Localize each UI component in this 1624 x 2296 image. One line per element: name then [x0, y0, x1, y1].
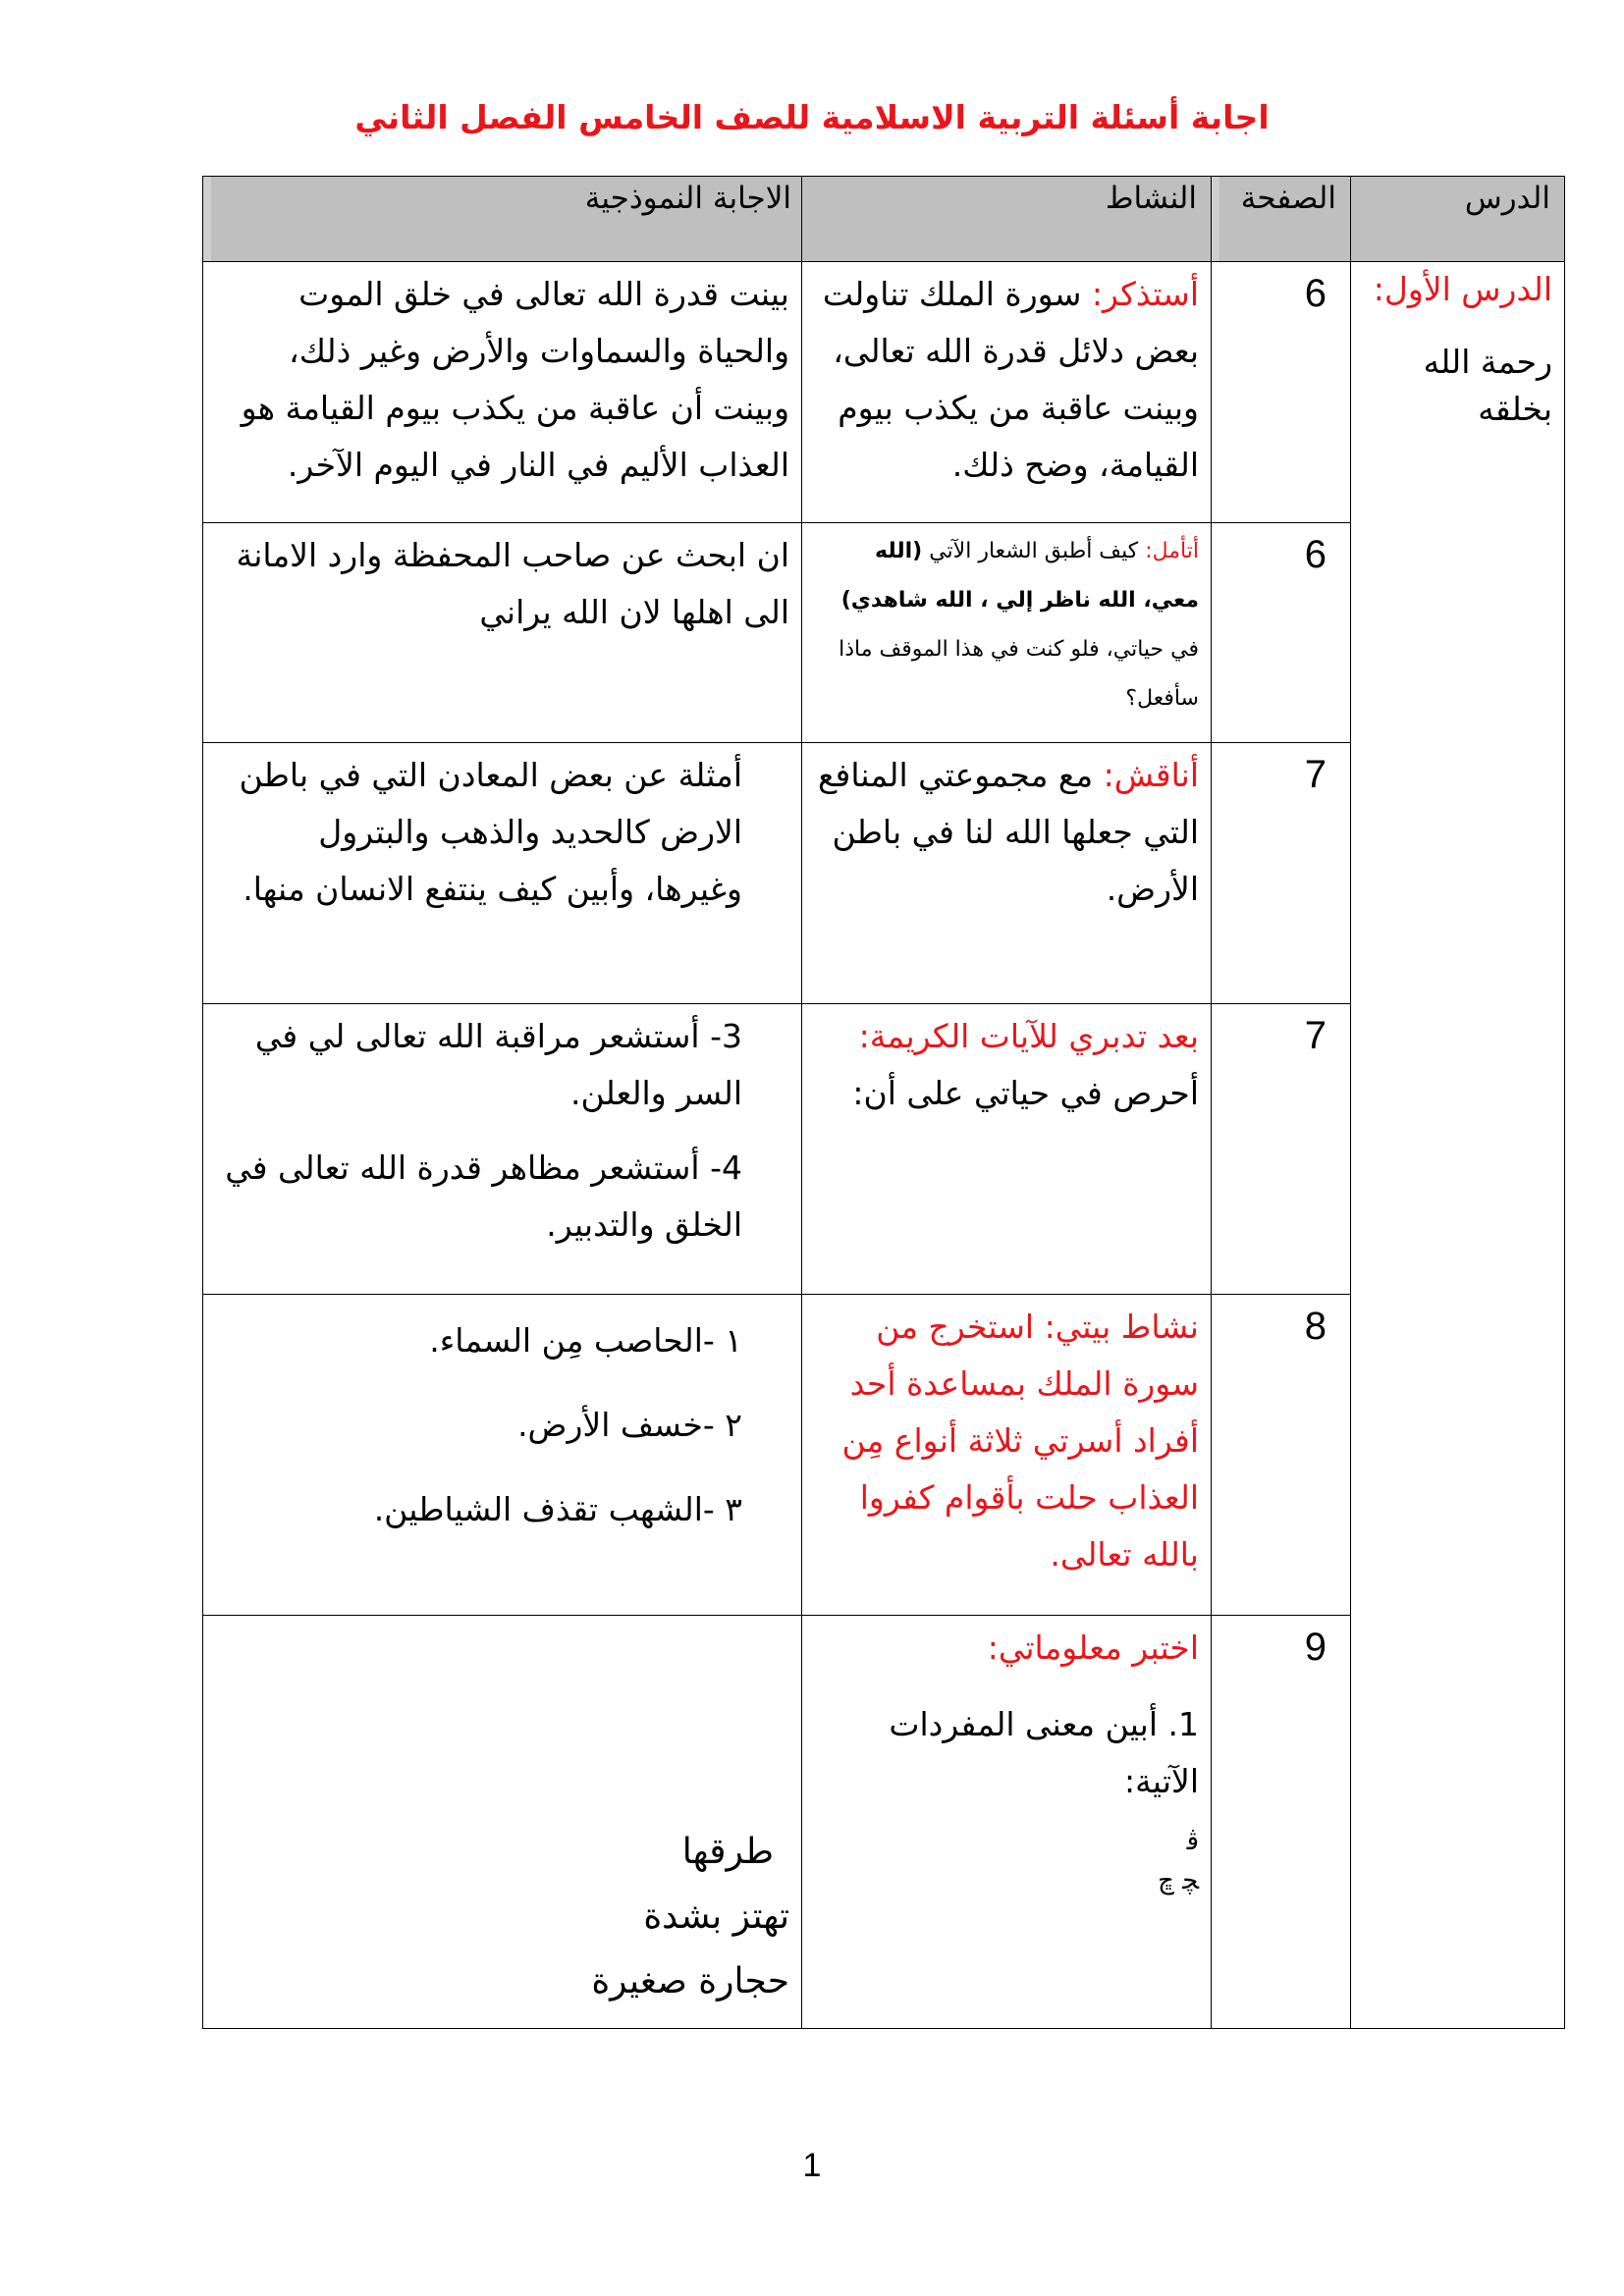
- activity-cell: [802, 1616, 1212, 2029]
- page-cell: 9: [1212, 1616, 1351, 2029]
- quran-word-glyph: ﭬ: [1186, 1827, 1199, 1856]
- activity-slogan: (الله معي، الله ناظر إلي ، الله شاهدي): [840, 539, 1199, 613]
- lesson-cell: [1351, 262, 1565, 2029]
- activity-label: أناقش:: [1103, 756, 1199, 794]
- quran-word-glyph: ﭽ ﭾ: [1158, 1866, 1199, 1896]
- activity-cell: [802, 743, 1212, 1004]
- header-page: الصفحة: [1212, 177, 1351, 262]
- answer-item: حجارة صغيرة: [591, 1961, 789, 2002]
- activity-cell: [802, 523, 1212, 743]
- header-activity: النشاط: [802, 177, 1212, 262]
- answer-cell: [203, 743, 802, 1004]
- activity-text: سورة الملك تناولت بعض دلائل قدرة الله تعالى، وبينت عاقبة من يكذب بيوم القيامة، وضح ذلك.: [822, 275, 1199, 484]
- lesson-title: الدرس الأول:: [1373, 270, 1552, 308]
- answer-item: 4- أستشعر مظاهر قدرة الله تعالى في الخلق والتدبير.: [225, 1148, 742, 1244]
- activity-cell: [802, 1004, 1212, 1295]
- header-lesson: الدرس: [1351, 177, 1565, 262]
- page-number: 1: [802, 2147, 822, 2184]
- page-cell: 7: [1212, 1004, 1351, 1295]
- activity-text: 1. أبين معنى المفردات الآتية:: [889, 1705, 1199, 1800]
- answer-text: أمثلة عن بعض المعادن التي في باطن الارض كالحديد والذهب والبترول وغيرها، وأبين كيف ينتفع الانسان منها.: [239, 756, 742, 908]
- answer-item: تهتز بشدة: [643, 1896, 789, 1937]
- page-cell: 6: [1212, 262, 1351, 523]
- activity-label: اختبر معلوماتي:: [987, 1629, 1199, 1667]
- activity-label: بعد تدبري للآيات الكريمة:: [858, 1017, 1199, 1055]
- answer-cell: [203, 1295, 802, 1616]
- activity-text-continued: في حياتي، فلو كنت في هذا الموقف ماذا سأفعل؟: [839, 637, 1199, 711]
- activity-label: أستذكر:: [1091, 275, 1199, 313]
- activity-cell: [802, 262, 1212, 523]
- activity-label: نشاط بيتي: استخرج من سورة الملك بمساعدة أحد أفراد أسرتي ثلاثة أنواع مِن العذاب حلت بأقوام كفروا بالله تعالى.: [841, 1308, 1199, 1574]
- table-row: [203, 262, 1565, 523]
- answer-item: ٢ -خسف الأرض.: [517, 1406, 742, 1444]
- answer-cell: [203, 1004, 802, 1295]
- document-title: اجابة أسئلة التربية الاسلامية للصف الخامس الفصل الثاني: [354, 98, 1270, 136]
- answer-item: 3- أستشعر مراقبة الله تعالى لي في السر والعلن.: [254, 1017, 742, 1112]
- table-header-row: [203, 177, 1565, 262]
- page-cell: 7: [1212, 743, 1351, 1004]
- answer-text: بينت قدرة الله تعالى في خلق الموت والحياة والسماوات والأرض وغير ذلك، وبينت أن عاقبة من يكذب بيوم القيامة هو العذاب الأليم في النار في اليوم الآخر.: [241, 275, 789, 484]
- activity-text: مع مجموعتي المنافع التي جعلها الله لنا في باطن الأرض.: [817, 756, 1199, 908]
- header-answer: الاجابة النموذجية: [203, 177, 802, 262]
- activity-text: أحرص في حياتي على أن:: [852, 1074, 1199, 1112]
- page-cell: 6: [1212, 523, 1351, 743]
- answer-item: ١ -الحاصب مِن السماء.: [429, 1321, 742, 1360]
- answer-item: ٣ -الشهب تقذف الشياطين.: [373, 1490, 742, 1528]
- answer-cell: [203, 262, 802, 523]
- answer-cell: [203, 523, 802, 743]
- page-cell: 8: [1212, 1295, 1351, 1616]
- answer-item: طرقها: [681, 1832, 774, 1872]
- lesson-subtitle: رحمة الله بخلقه: [1423, 343, 1552, 428]
- activity-label: أتأمل:: [1145, 539, 1199, 563]
- answers-table: [202, 176, 1565, 2029]
- activity-text: كيف أطبق الشعار الآتي: [929, 539, 1139, 563]
- answer-cell: [203, 1616, 802, 2029]
- answer-text: ان ابحث عن صاحب المحفظة وارد الامانة الى اهلها لان الله يراني: [236, 536, 789, 631]
- activity-cell: [802, 1295, 1212, 1616]
